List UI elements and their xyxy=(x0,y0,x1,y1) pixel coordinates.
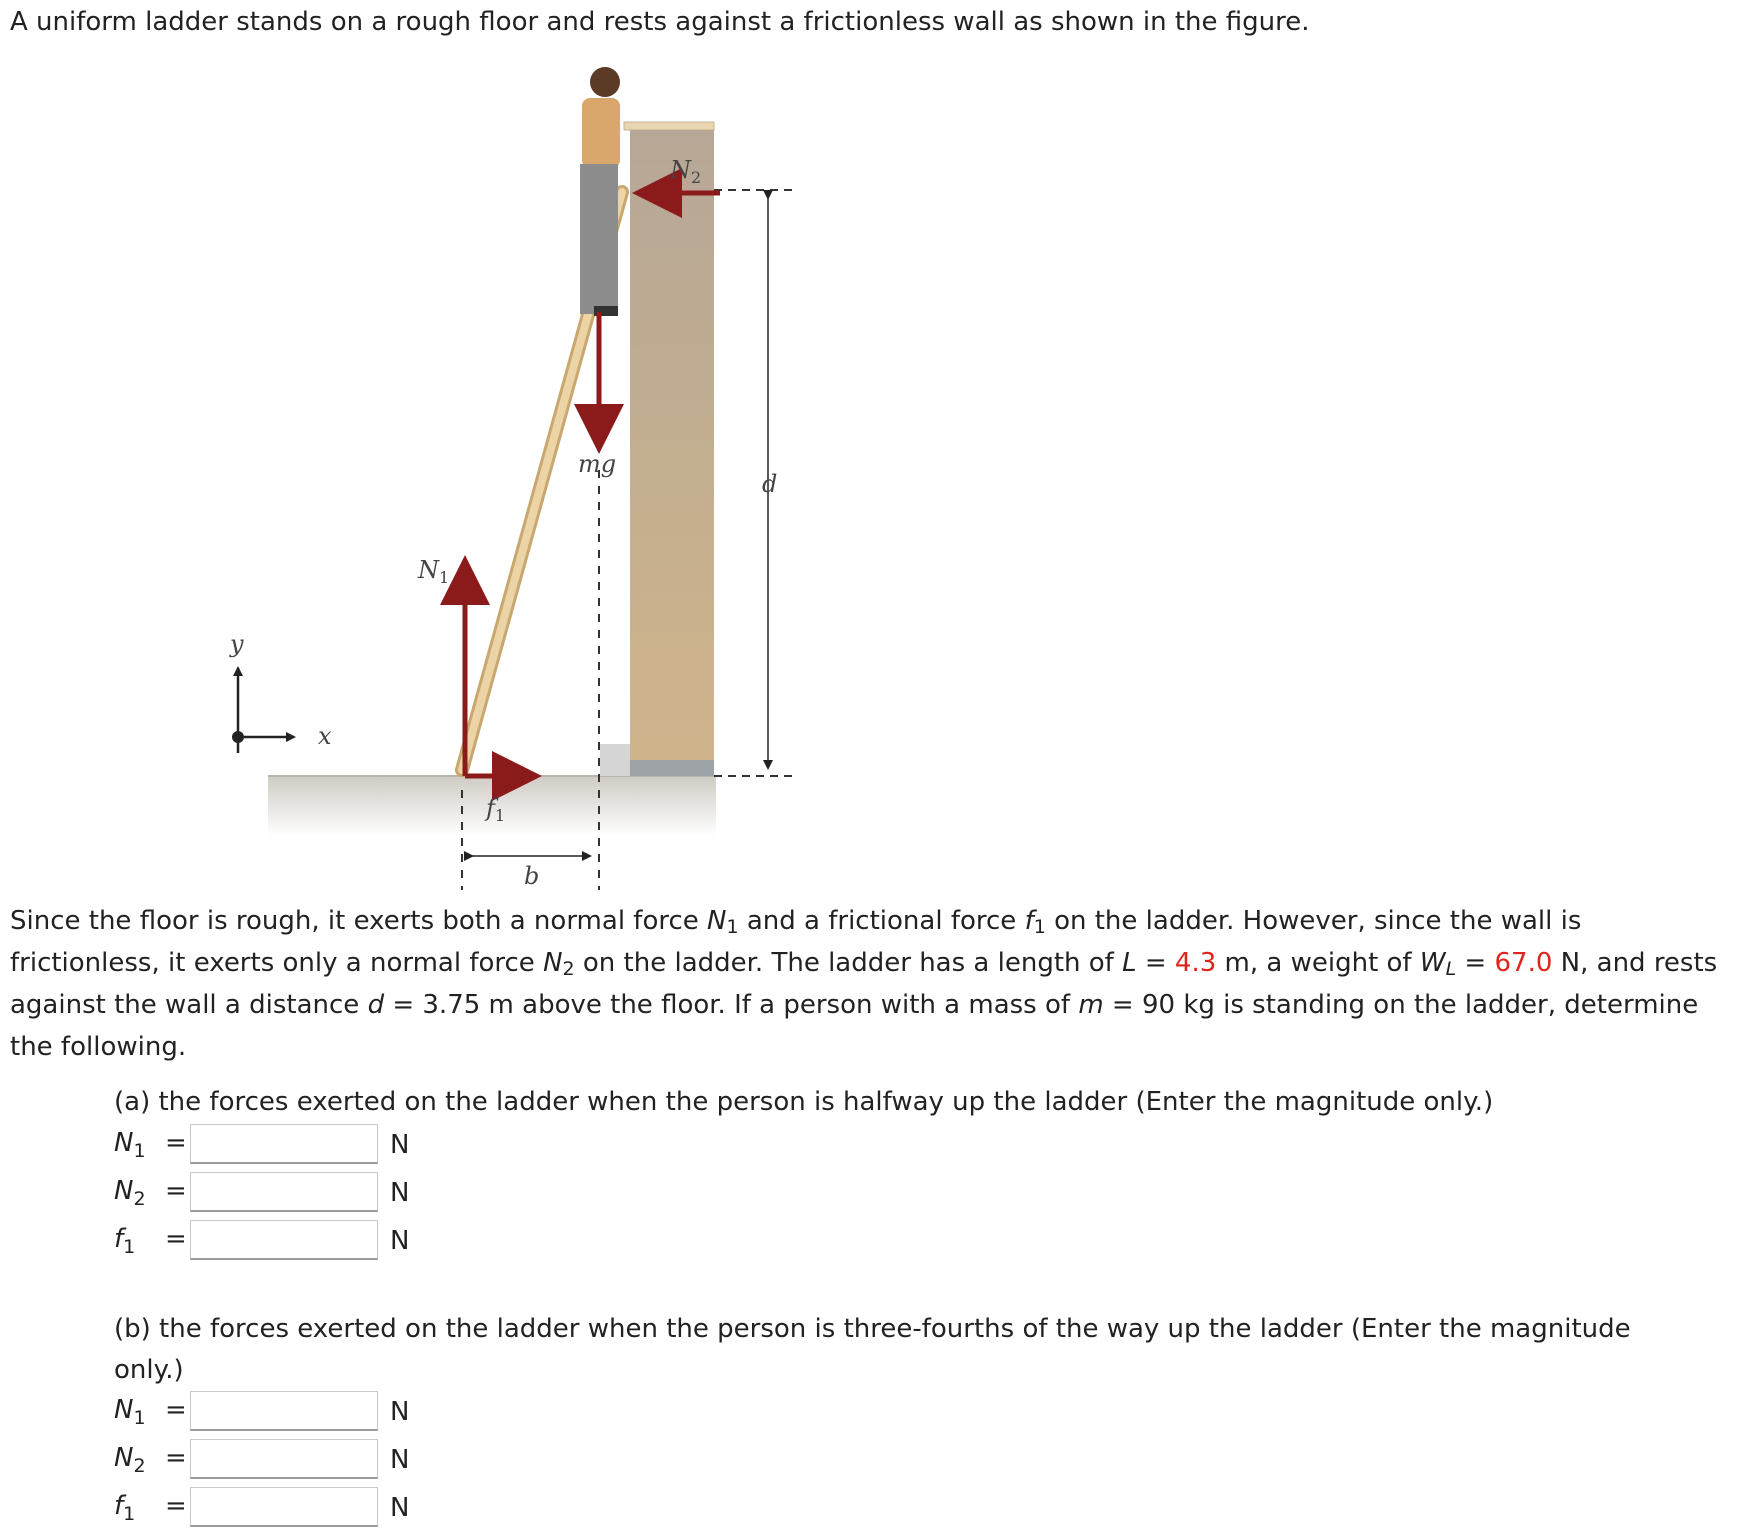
problem-paragraph: Since the floor is rough, it exerts both a normal force $N_1$ and a frictional force $f_1$ on the ladder. However, since the wall is frictionless, it exerts only a normal force $N_2$ on the ladder. The ladder has a length of L = 4.3 m, a weight of $W_L = 67.0$ N, and rests against the wall a distance d = 3.75 m above the floor. If a person with a mass of m = 90 kg is standing on the ladder, determine the following. xyxy=(10,906,1718,1062)
b-label: b xyxy=(524,862,540,890)
n2-label: $N_2$ xyxy=(670,156,702,187)
ladder-weight-value: 67.0 xyxy=(1494,948,1553,978)
part-b-n1-input[interactable] xyxy=(190,1391,378,1431)
y-axis-label: y xyxy=(230,630,244,658)
mg-label: mg xyxy=(578,450,617,478)
part-b-prompt: (b) the forces exerted on the ladder when the person is three-fourths of the way up the ladder (Enter the magnitude only.) xyxy=(114,1314,1631,1385)
part-b-n2-input[interactable] xyxy=(190,1439,378,1479)
d-label: d xyxy=(762,470,778,498)
part-a-prompt: (a) the forces exerted on the ladder when the person is halfway up the ladder (Enter the magnitude only.) xyxy=(114,1087,1494,1117)
part-b-f1-input[interactable] xyxy=(190,1487,378,1527)
part-a-n1-input[interactable] xyxy=(190,1124,378,1164)
part-a-n2-input[interactable] xyxy=(190,1172,378,1212)
n1-label: $N_1$ xyxy=(418,556,450,587)
xy-axes xyxy=(232,668,294,753)
part-b-f1-row: $f_1$ = N xyxy=(114,1485,534,1533)
intro-text: A uniform ladder stands on a rough floor and rests against a frictionless wall as shown in the figure. xyxy=(10,7,1310,37)
d-dimension xyxy=(714,190,792,776)
part-b-n2-row: $N_2$ = N xyxy=(114,1437,534,1485)
f1-label: $f_1$ xyxy=(486,794,506,825)
part-b-n1-row: $N_1$ = N xyxy=(114,1389,534,1437)
part-a-f1-input[interactable] xyxy=(190,1220,378,1260)
ladder-length-value: 4.3 xyxy=(1174,948,1217,978)
part-a-f1-row: $f_1$ = N xyxy=(114,1218,534,1266)
person xyxy=(580,67,620,316)
part-a-n2-row: $N_2$ = N xyxy=(114,1170,534,1218)
x-axis-label: x xyxy=(318,722,332,750)
part-a-n1-row: $N_1$ = N xyxy=(114,1122,534,1170)
